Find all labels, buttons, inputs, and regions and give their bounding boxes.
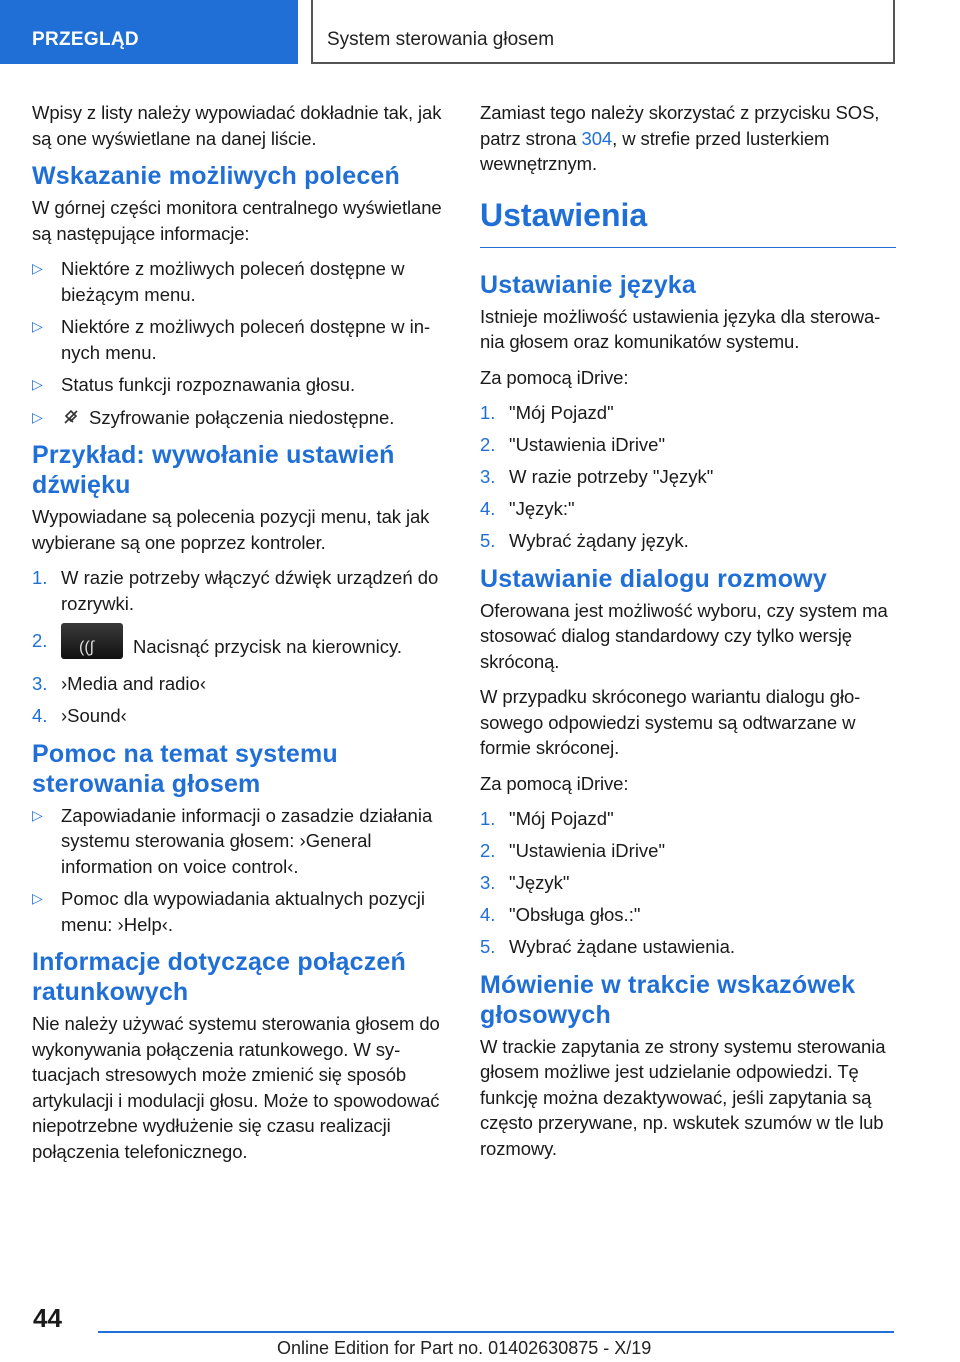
footer-divider [98, 1331, 894, 1333]
page-number: 44 [33, 1303, 62, 1333]
dialog-intro: Oferowana jest możliwość wyboru, czy system ma stosować dialog standardowy czy tylko wersję skróconą. [480, 599, 888, 672]
heading-possible-commands: Wskazanie możliwych poleceń [32, 162, 401, 190]
list-item: 5. Wybrać żądane ustawienia. [480, 936, 736, 957]
help-list [32, 803, 450, 938]
list-item: ▷ Niektóre z możliwych poleceń dostępne w bieżącym menu. [32, 258, 405, 305]
language-steps [480, 400, 896, 554]
heading-emergency: Informacje dotyczące połączeń ratunkowych [32, 948, 406, 1006]
header-section-tab [0, 0, 298, 64]
list-item: 4. "Język:" [480, 498, 575, 519]
triangle-bullet-icon: ▷ [32, 376, 43, 392]
example-intro: Wypowiadane są polecenia pozycji menu, tak jak wybierane są one poprzez kontroler. [32, 506, 430, 553]
list-item: 3. "Język" [480, 872, 570, 893]
list-item: ▷ Niektóre z możliwych poleceń dostępne w innych menu. [32, 316, 431, 363]
list-item: 1. W razie potrzeby włączyć dźwięk urządzeń do rozrywki. [32, 567, 439, 614]
triangle-bullet-icon: ▷ [32, 408, 43, 425]
left-column [32, 100, 450, 1174]
list-item: 1. "Mój Pojazd" [480, 808, 614, 829]
list-item: 2. "Ustawienia iDrive" [480, 434, 666, 455]
header-chapter-label: System sterowania głosem [327, 29, 555, 50]
list-item: ▷ Szyfrowanie połączenia niedostępne. [32, 405, 450, 431]
emergency-paragraph: Nie należy używać systemu sterowania głosem do wykonywania połączenia ratunkowego. W sytuacjach stresowych może zmienić się sposób artykulacji i modulacji głosu. Może to spowodować niepotrzebne wydłużenie się czasu realizacji połączenia telefonicznego. [32, 1013, 440, 1162]
encryption-unavailable-icon [61, 407, 81, 427]
dialog-steps [480, 806, 896, 960]
header-section-label: PRZEGLĄD [32, 29, 139, 50]
list-item: ▷ Pomoc dla wypowiadania aktualnych pozycji menu: ›Help‹. [32, 888, 426, 935]
commands-list [32, 256, 450, 430]
triangle-bullet-icon: ▷ [32, 318, 43, 334]
triangle-bullet-icon: ▷ [32, 890, 43, 906]
heading-help: Pomoc na temat systemu sterowania głosem [32, 739, 338, 798]
list-item: 4. ›Sound‹ [32, 705, 127, 726]
language-intro: Istnieje możliwość ustawienia języka dla sterowania głosem oraz komunikatów systemu. [480, 305, 881, 352]
footer-edition: Online Edition for Part no. 01402630875 - X/19 [277, 1338, 652, 1358]
via-idrive-label: Za pomocą iDrive: [480, 772, 629, 794]
triangle-bullet-icon: ▷ [32, 806, 43, 823]
page-reference-link[interactable]: 304 [581, 127, 613, 149]
list-item: 1. "Mój Pojazd" [480, 402, 614, 423]
heading-language: Ustawianie języka [480, 270, 697, 299]
sos-paragraph: Zamiast tego należy skorzystać z przycisku SOS, patrz strona 304, w strefie przed lusterkiem wewnętrznym. [480, 102, 880, 174]
heading-settings: Ustawienia [480, 195, 896, 248]
example-steps [32, 565, 450, 729]
list-item: 3. ›Media and radio‹ [32, 673, 206, 694]
steering-voice-button-icon: ((∫ [61, 623, 123, 659]
header-chapter-box [311, 0, 895, 64]
right-column [480, 100, 896, 1171]
list-item: ▷ Status funkcji rozpoznawania głosu. [32, 372, 450, 398]
commands-intro: W górnej części monitora centralnego wyświetlane są następujące informacje: [32, 197, 442, 244]
dialog-short: W przypadku skróconego wariantu dialogu głosowego odpowiedzi systemu są odtwarzane w formie skróconej. [480, 686, 861, 758]
list-item: 4. "Obsługa głos.:" [480, 904, 641, 925]
triangle-bullet-icon: ▷ [32, 260, 43, 276]
heading-dialog: Ustawianie dialogu rozmowy [480, 564, 827, 593]
list-item: 3. W razie potrzeby "Język" [480, 466, 714, 487]
list-item: ▷ Zapowiadanie informacji o zasadzie działania systemu sterowania głosem: ›General information on voice control‹. [32, 804, 433, 877]
speaking-paragraph: W trackie zapytania ze strony systemu sterowania głosem możliwe jest udzielanie odpowiedzi. Tę funkcję można dezaktywować, jeśli zapytania są często przerywane, np. wskutek szumów w tle lub rozmowy. [480, 1035, 886, 1159]
list-item: 5. Wybrać żądany język. [480, 530, 689, 551]
via-idrive-label: Za pomocą iDrive: [480, 366, 629, 388]
intro-paragraph: Wpisy z listy należy wypowiadać dokładnie tak, jak są one wyświetlane na danej liście. [32, 102, 442, 149]
heading-example: Przykład: wywołanie ustawień dźwięku [32, 441, 395, 499]
list-item: 2. ((∫ Nacisnąć przycisk na kierownicy. [32, 623, 450, 665]
heading-speaking: Mówienie w trakcie wskazówek głosowych [480, 970, 856, 1029]
list-item: 2. "Ustawienia iDrive" [480, 840, 666, 861]
